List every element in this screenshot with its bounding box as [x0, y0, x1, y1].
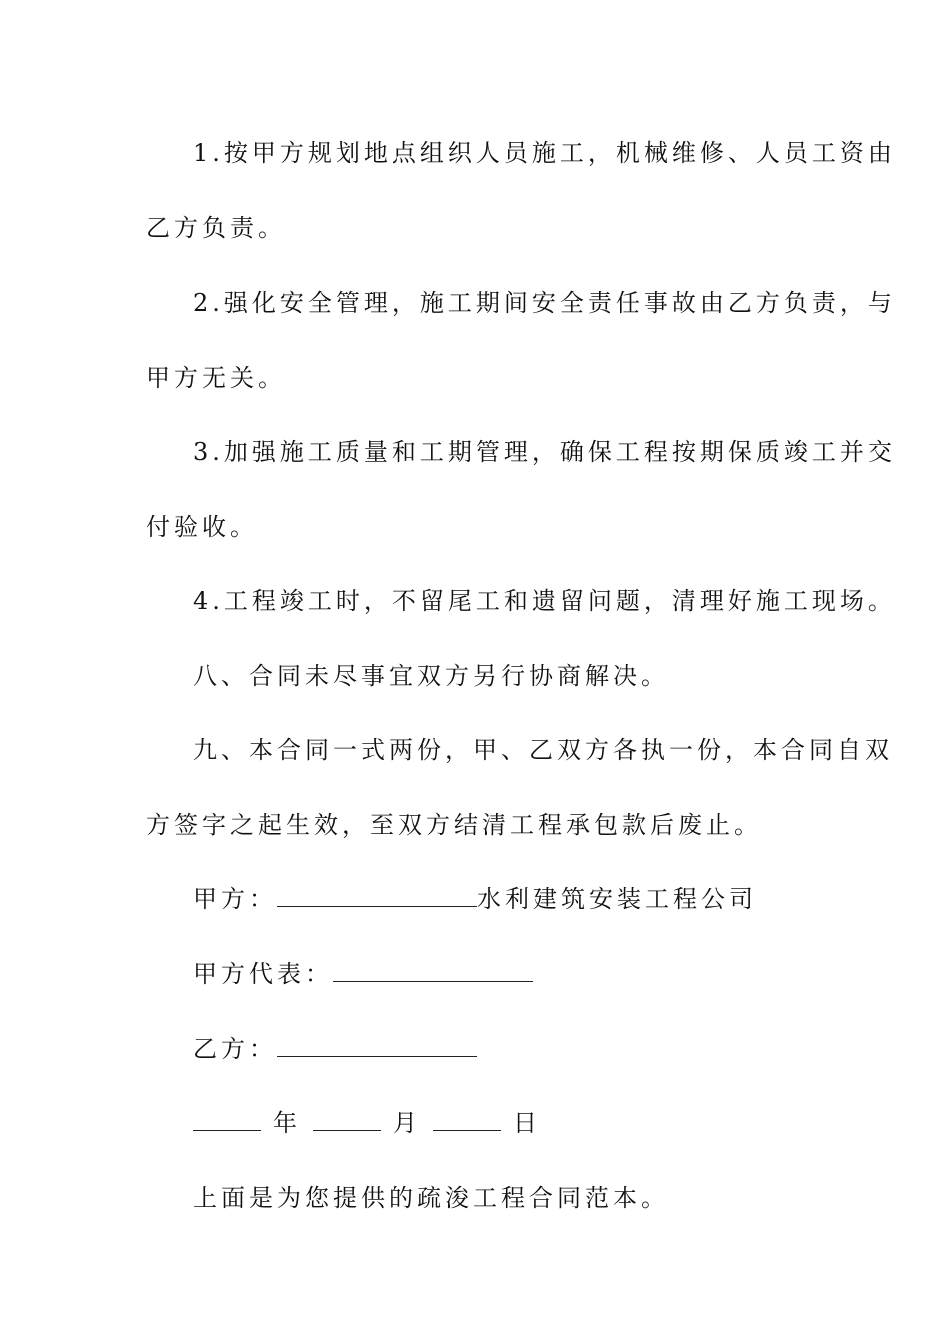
clause-3-line-1: 3.加强施工质量和工期管理，确保工程按期保质竣工并交: [193, 438, 896, 466]
clause-3-line-2: 付验收。: [146, 513, 258, 541]
article-9-line-1: 九、本合同一式两份，甲、乙双方各执一份，本合同自双: [193, 736, 893, 764]
party-b-line: [193, 1033, 477, 1065]
date-line: [193, 1107, 541, 1139]
year-blank: [193, 1108, 261, 1131]
party-b-label: 乙方：: [193, 1035, 277, 1063]
party-a-company: 水利建筑安装工程公司: [477, 885, 757, 913]
day-label: 日: [513, 1109, 541, 1137]
clause-2-line-2: 甲方无关。: [146, 364, 286, 392]
closing-note: 上面是为您提供的疏浚工程合同范本。: [193, 1184, 669, 1212]
article-8: 八、合同未尽事宜双方另行协商解决。: [193, 662, 669, 690]
party-a-rep-label: 甲方代表：: [193, 960, 333, 988]
article-9-line-2: 方签字之起生效，至双方结清工程承包款后废止。: [146, 811, 762, 839]
party-a-blank: [277, 884, 477, 907]
party-a-label: 甲方：: [193, 885, 277, 913]
day-blank: [433, 1108, 501, 1131]
clause-1-line-2: 乙方负责。: [146, 214, 286, 242]
year-label: 年: [273, 1109, 301, 1137]
clause-4: 4.工程竣工时，不留尾工和遗留问题，清理好施工现场。: [193, 587, 896, 615]
month-blank: [313, 1108, 381, 1131]
party-a-rep-blank: [333, 959, 533, 982]
party-b-blank: [277, 1034, 477, 1057]
month-label: 月: [393, 1109, 421, 1137]
party-a-rep-line: [193, 958, 533, 990]
clause-1-line-1: 1.按甲方规划地点组织人员施工，机械维修、人员工资由: [193, 139, 896, 167]
clause-2-line-1: 2.强化安全管理，施工期间安全责任事故由乙方负责，与: [193, 289, 896, 317]
party-a-line: [193, 883, 757, 915]
